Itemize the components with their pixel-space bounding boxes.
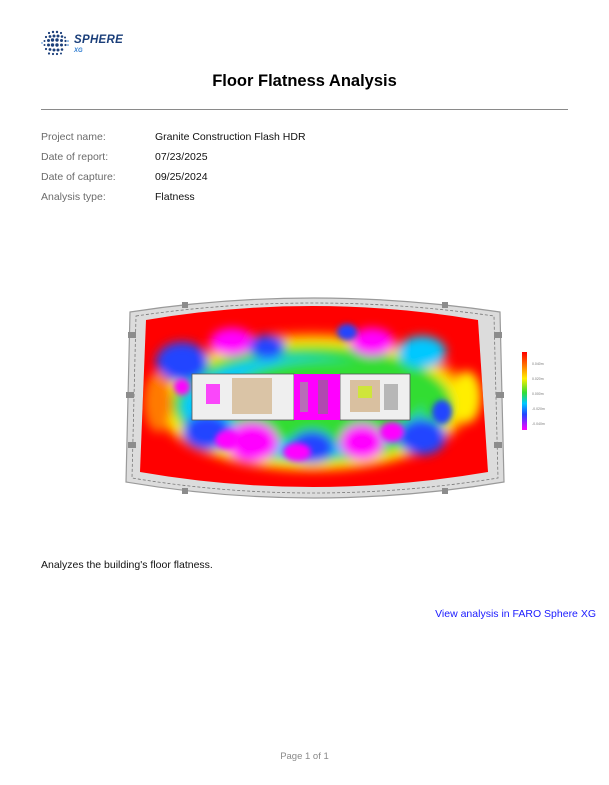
legend-tick: 0.020m xyxy=(532,377,544,381)
page-title: Floor Flatness Analysis xyxy=(212,72,397,90)
meta-label: Analysis type: xyxy=(41,191,106,203)
meta-label: Date of capture: xyxy=(41,171,116,183)
meta-row-capture-date xyxy=(41,167,306,187)
meta-value: Granite Construction Flash HDR xyxy=(155,131,306,143)
report-metadata xyxy=(41,127,306,207)
logo-wordmark: SPHERE xyxy=(74,34,124,46)
meta-label: Project name: xyxy=(41,131,106,143)
meta-row-project xyxy=(41,127,306,147)
meta-row-analysis-type xyxy=(41,187,306,207)
logo-subtitle: XG xyxy=(74,48,83,54)
sphere-xg-logo xyxy=(40,27,130,59)
meta-label: Date of report: xyxy=(41,151,109,163)
meta-row-report-date xyxy=(41,147,306,167)
header-divider xyxy=(41,109,568,110)
page-number: Page 1 of 1 xyxy=(280,751,329,762)
floor-flatness-heatmap xyxy=(122,292,507,504)
sphere-dots-icon xyxy=(40,27,72,59)
legend-tick: 0.000m xyxy=(532,392,544,396)
legend-tick: 0.040m xyxy=(532,362,544,366)
meta-value: 07/23/2025 xyxy=(155,151,208,163)
meta-value: 09/25/2024 xyxy=(155,171,208,183)
legend-tick: -0.040m xyxy=(532,422,545,426)
view-analysis-link[interactable]: View analysis in FARO Sphere XG xyxy=(435,608,596,620)
analysis-description: Analyzes the building's floor flatness. xyxy=(41,559,213,571)
legend-color-bar xyxy=(522,352,527,430)
heatmap-legend xyxy=(520,350,550,432)
legend-tick: -0.020m xyxy=(532,407,545,411)
meta-value: Flatness xyxy=(155,191,195,203)
